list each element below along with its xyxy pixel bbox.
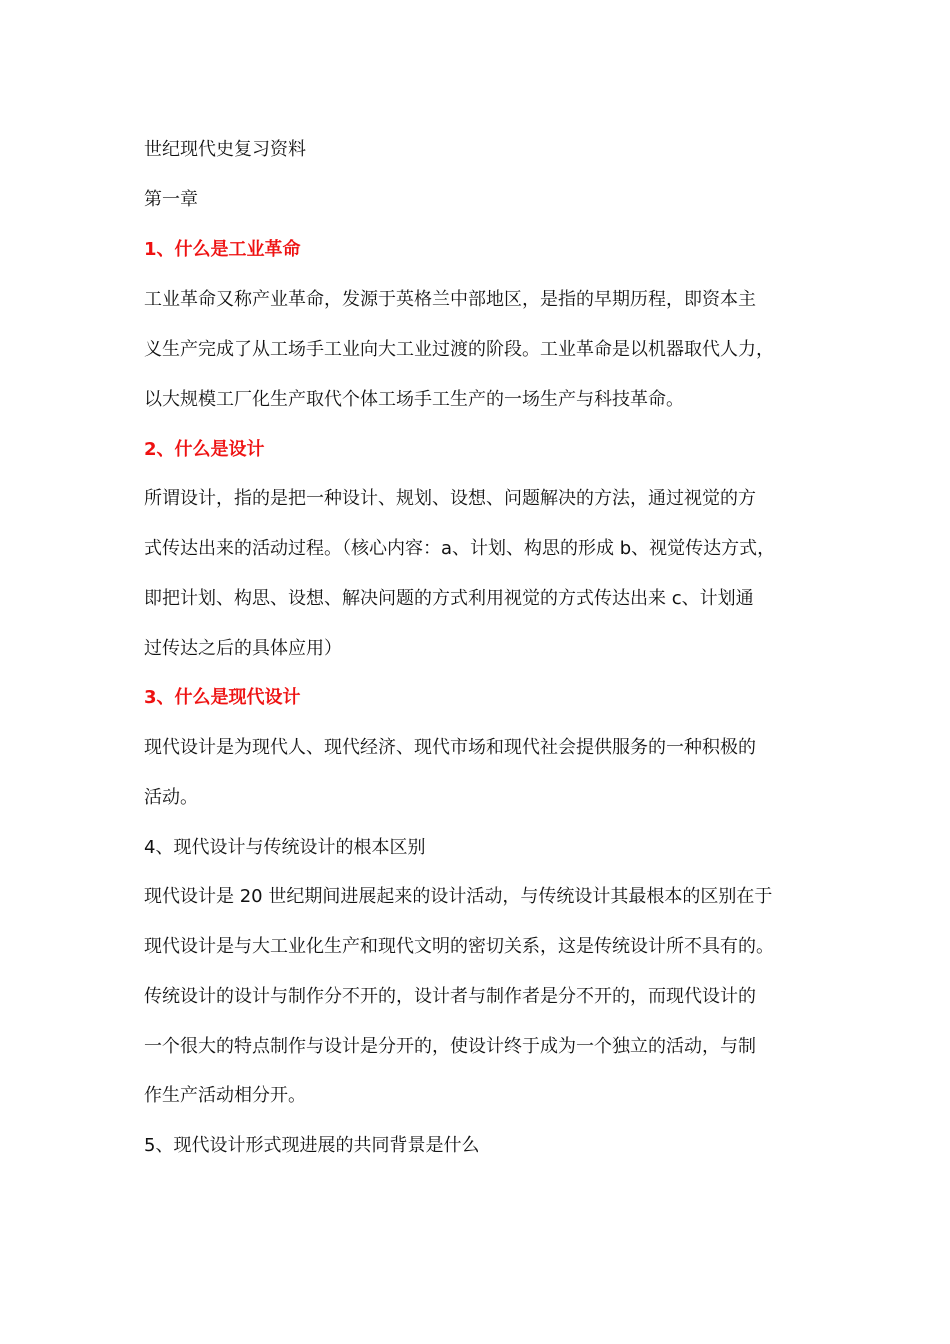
paragraph-line: 作生产活动相分开。	[144, 1085, 306, 1106]
section-heading: 1、什么是工业革命	[144, 239, 301, 260]
paragraph-line: 所谓设计，指的是把一种设计、规划、设想、问题解决的方法，通过视觉的方	[144, 488, 756, 509]
paragraph-line: 即把计划、构思、设想、解决问题的方式利用视觉的方式传达出来 c、计划通	[144, 588, 754, 609]
paragraph-line: 一个很大的特点制作与设计是分开的，使设计终于成为一个独立的活动，与制	[144, 1036, 756, 1057]
paragraph-line: 过传达之后的具体应用）	[144, 638, 342, 659]
paragraph-line: 工业革命又称产业革命，发源于英格兰中部地区，是指的早期历程，即资本主	[144, 289, 756, 310]
section-heading: 3、什么是现代设计	[144, 687, 301, 708]
paragraph-line: 以大规模工厂化生产取代个体工场手工生产的一场生产与科技革命。	[144, 389, 684, 410]
paragraph-line: 现代设计是为现代人、现代经济、现代市场和现代社会提供服务的一种积极的	[144, 737, 756, 758]
paragraph-line: 活动。	[144, 787, 198, 808]
section-heading: 5、现代设计形式现进展的共同背景是什么	[144, 1135, 480, 1156]
section-heading: 4、现代设计与传统设计的根本区别	[144, 837, 426, 858]
section-heading: 2、什么是设计	[144, 439, 265, 460]
paragraph-line: 传统设计的设计与制作分不开的，设计者与制作者是分不开的，而现代设计的	[144, 986, 756, 1007]
paragraph-line: 式传达出来的活动过程。（核心内容：a、计划、构思的形成 b、视觉传达方式，	[144, 538, 776, 559]
paragraph-line: 义生产完成了从工场手工业向大工业过渡的阶段。工业革命是以机器取代人力，	[144, 339, 774, 360]
paragraph-line: 现代设计是与大工业化生产和现代文明的密切关系，这是传统设计所不具有的。	[144, 936, 774, 957]
chapter-label: 第一章	[144, 189, 198, 210]
paragraph-line: 现代设计是 20 世纪期间进展起来的设计活动，与传统设计其最根本的区别在于	[144, 886, 773, 907]
document-title: 世纪现代史复习资料	[144, 139, 306, 160]
